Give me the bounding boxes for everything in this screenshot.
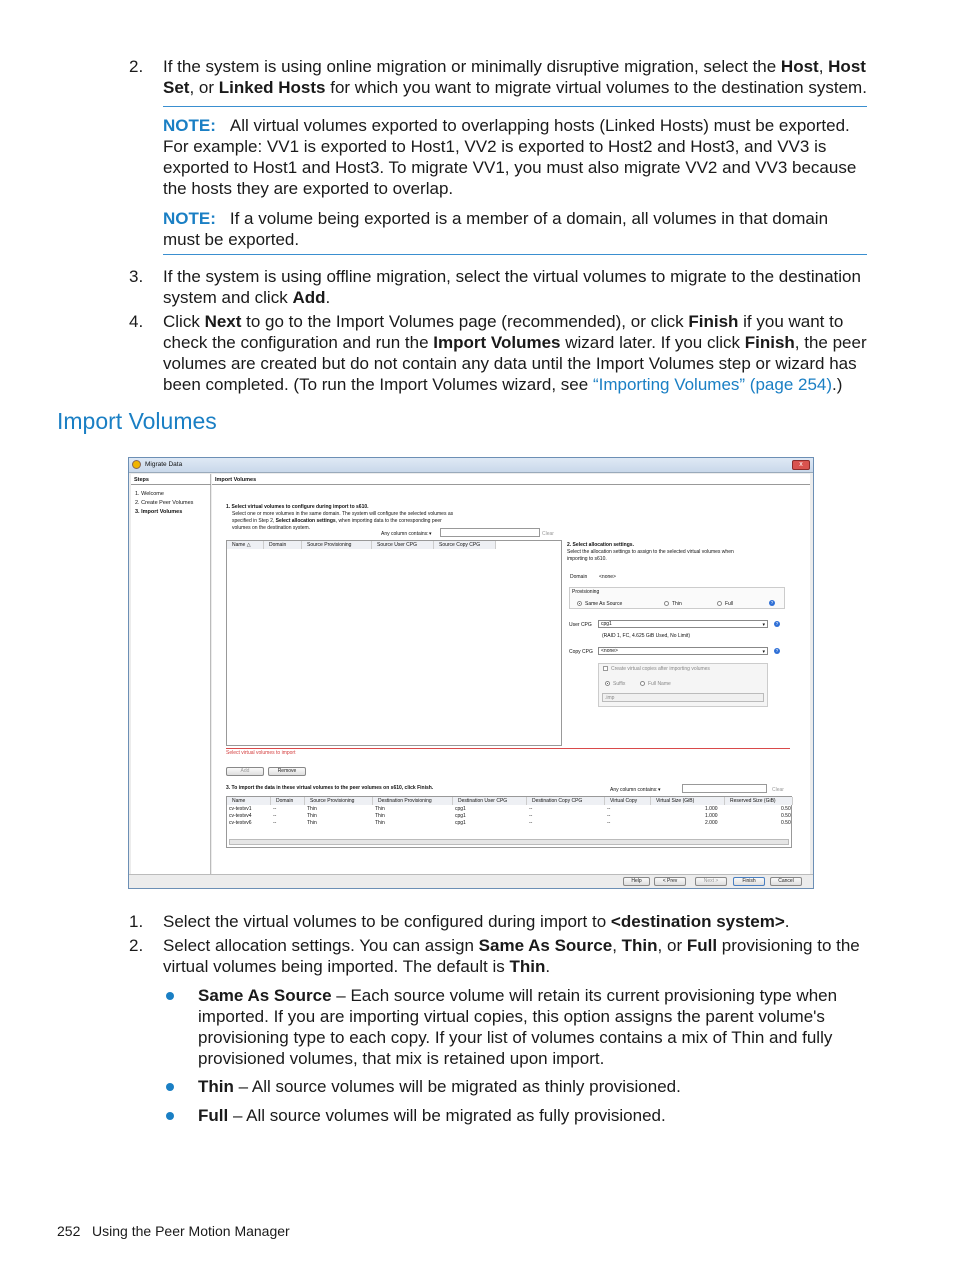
importing-volumes-link[interactable]: “Importing Volumes” (page 254) [592,375,833,394]
horizontal-scrollbar[interactable] [229,839,789,845]
bullet-icon [166,992,174,1000]
migrate-data-window [128,457,814,889]
note-rule-bottom [163,254,867,255]
cell: 1.000 [705,813,718,819]
help-icon[interactable]: ? [775,621,779,626]
radio-label: Full [725,601,734,607]
bullet-icon [166,1083,174,1091]
help-icon[interactable]: ? [775,648,779,653]
import-step-1: Select the virtual volumes to be configured during import to <destination system>. [163,912,790,931]
cell: -- [529,813,533,819]
cell: cv-testvv6 [229,820,252,826]
domain-label: Domain [570,574,588,580]
bullet-thin: Thin – All source volumes will be migrated as thinly provisioned. [198,1077,681,1096]
radio-label: Same As Source [585,601,623,607]
create-copies-label: Create virtual copies after importing volumes [611,666,710,672]
filter-input[interactable] [440,528,540,537]
chevron-down-icon: ▾ [762,649,765,655]
copy-cpg-label: Copy CPG [569,649,593,655]
sec2-desc: importing to s610. [567,556,607,562]
cell: 2.000 [705,820,718,826]
col-header[interactable]: Name [227,797,271,805]
cell: cv-testvv1 [229,806,252,812]
window-titlebar [129,458,813,473]
col-header[interactable]: Destination Copy CPG [527,797,605,805]
user-cpg-label: User CPG [569,622,592,628]
note-2: NOTE: If a volume being exported is a member of a domain, all volumes in that domain must be exported. [163,209,829,249]
bullet-full: Full – All source volumes will be migrated as fully provisioned. [198,1106,666,1125]
col-header[interactable]: Domain [264,541,302,549]
cell: Thin [307,813,317,819]
step-4-text: Click Next to go to the Import Volumes page (recommended), or click Finish if you want to check the configuration and run the Import Volumes wizard later. If you click Finish, the peer volumes are created but do not contain any data until the Import Volumes step or wizard has been completed. (To run the Import Volumes wizard, see “Importing Volumes” (page 254).) [163,312,867,394]
footer-title: Using the Peer Motion Manager [92,1223,290,1239]
cell: -- [273,813,277,819]
cell: cpg1 [455,813,466,819]
clear-button[interactable]: Clear [542,531,554,537]
note-1: NOTE: All virtual volumes exported to overlapping hosts (Linked Hosts) must be exported. For example: VV1 is exported to Host1, VV2 is exported to Host2 and Host3, and VV3 is exported to Host1 and Host3. To migrate VV1, you must also migrate VV2 and VV3 because the hosts they are exported to overlap. [163,116,857,198]
sec1-desc: specified in Step 2, Select allocation settings, when importing data to the corresponding peer [232,518,442,524]
validation-message: Select virtual volumes to import [226,750,296,756]
filter-dropdown-icon[interactable]: ▾ [658,787,661,793]
cell: -- [529,806,533,812]
section-title: Import Volumes [57,408,217,434]
finish-button[interactable]: Finish [733,877,765,886]
cell: Thin [307,820,317,826]
cell: -- [607,806,611,812]
step-3-text: If the system is using offline migration, select the virtual volumes to migrate to the destination system and click Add. [163,267,861,307]
sec1-desc: volumes on the destination system. [232,525,311,531]
step-number: 2. [129,57,144,76]
step-item: 1. Welcome [135,491,164,497]
cell: Thin [307,806,317,812]
import-table[interactable] [226,796,792,848]
col-header[interactable]: Source Copy CPG [434,541,496,549]
filter-dropdown-icon[interactable]: ▾ [429,531,432,537]
cell: 1.000 [705,806,718,812]
cell: Thin [375,813,385,819]
note-rule-top [163,106,867,107]
sec2-desc: Select the allocation settings to assign to the selected virtual volumes when [567,549,734,555]
col-header[interactable]: Virtual Size (GiB) [651,797,725,805]
radio-label: Suffix [613,681,626,687]
cell: -- [273,820,277,826]
step-2-text: If the system is using online migration or minimally disruptive migration, select the Host, Host Set, or Linked Hosts for which you want to migrate virtual volumes to the destination system. [163,57,867,97]
cell: cpg1 [455,820,466,826]
radio-same-as-source[interactable] [577,601,582,606]
step-number: 1. [129,912,144,931]
col-header[interactable]: Name △ [227,541,264,549]
sec3-title: 3. To import the data in these virtual volumes to the peer volumes on s610, click Finish. [226,785,434,791]
col-header[interactable]: Domain [271,797,305,805]
cell: 0.50 [781,820,791,826]
create-copies-checkbox[interactable] [603,666,608,671]
cancel-button[interactable]: Cancel [770,877,802,886]
radio-thin[interactable] [664,601,669,606]
sec2-title: 2. Select allocation settings. [567,542,634,548]
cell: -- [273,806,277,812]
bullet-icon [166,1112,174,1120]
bullet-same-as-source: Same As Source – Each source volume will retain its current provisioning type when imported. If you are importing virtual copies, this option assigns the parent volume's provisioning type to each copy. If your list of volumes contains a mix of Thin and fully provisioned volumes, that mix is retained upon import. [198,986,838,1068]
page-number: 252 [57,1223,81,1239]
volume-table[interactable] [226,540,562,746]
step-item-current: 3. Import Volumes [135,509,183,515]
cell: cv-testvv4 [229,813,252,819]
steps-panel [131,474,211,874]
user-cpg-select[interactable]: cpg1 ▾ [598,620,768,628]
chevron-down-icon: ▾ [762,622,765,628]
cell: 0.50 [781,806,791,812]
suffix-input[interactable]: .imp [602,693,764,702]
wizard-footer [129,874,813,888]
cell: 0.50 [781,813,791,819]
radio-suffix[interactable] [605,681,610,686]
radio-full[interactable] [717,601,722,606]
col-header[interactable]: Virtual Copy [605,797,651,805]
col-header[interactable]: Destination User CPG [453,797,527,805]
col-header[interactable]: Source User CPG [372,541,434,549]
col-header[interactable]: Destination Provisioning [373,797,453,805]
radio-full-name[interactable] [640,681,645,686]
close-icon[interactable]: x [792,460,810,470]
panel-header: Import Volumes [215,477,257,483]
cell: -- [607,813,611,819]
user-cpg-info: (RAID 1, FC, 4.625 GiB Used, No Limit) [602,633,691,639]
provisioning-label: Provisioning [572,589,600,595]
col-header[interactable]: Source Provisioning [302,541,372,549]
page-footer [57,1223,290,1239]
domain-value: <none> [599,574,616,580]
radio-label: Full Name [648,681,671,687]
remove-button[interactable]: Remove [268,767,306,776]
clear-button[interactable]: Clear [772,787,784,793]
help-icon[interactable]: ? [770,600,774,605]
cell: Thin [375,806,385,812]
sec1-desc: Select one or more volumes in the same domain. The system will configure the selected volumes as [232,511,454,517]
step-number: 3. [129,267,144,286]
sec1-title: 1. Select virtual volumes to configure during import to s610. [226,504,369,510]
help-button[interactable]: Help [623,877,650,886]
cell: -- [607,820,611,826]
radio-label: Thin [672,601,682,607]
cell: -- [529,820,533,826]
import-volumes-panel [212,474,810,874]
sort-icon: △ [246,542,251,548]
app-icon [132,460,141,469]
step-item: 2. Create Peer Volumes [135,500,194,506]
prev-button[interactable]: < Prev [654,877,686,886]
cell: Thin [375,820,385,826]
filter-label: Any column contains: [381,531,429,537]
add-button[interactable]: Add [226,767,264,776]
cell: cpg1 [455,806,466,812]
next-button[interactable]: Next > [695,877,727,886]
col-header[interactable]: Reserved Size (GiB) [725,797,793,805]
step-number: 2. [129,936,144,955]
import-step-2: Select allocation settings. You can assign Same As Source, Thin, or Full provisioning to the virtual volumes being imported. The default is Thin. [163,936,860,976]
filter-input[interactable] [682,784,767,793]
window-title: Migrate Data [145,461,183,468]
copy-cpg-select[interactable]: <none> ▾ [598,647,768,655]
col-header[interactable]: Source Provisioning [305,797,373,805]
filter-label: Any column contains: [610,787,658,793]
step-number: 4. [129,312,144,331]
steps-header: Steps [134,477,149,483]
validation-rule [226,748,790,749]
